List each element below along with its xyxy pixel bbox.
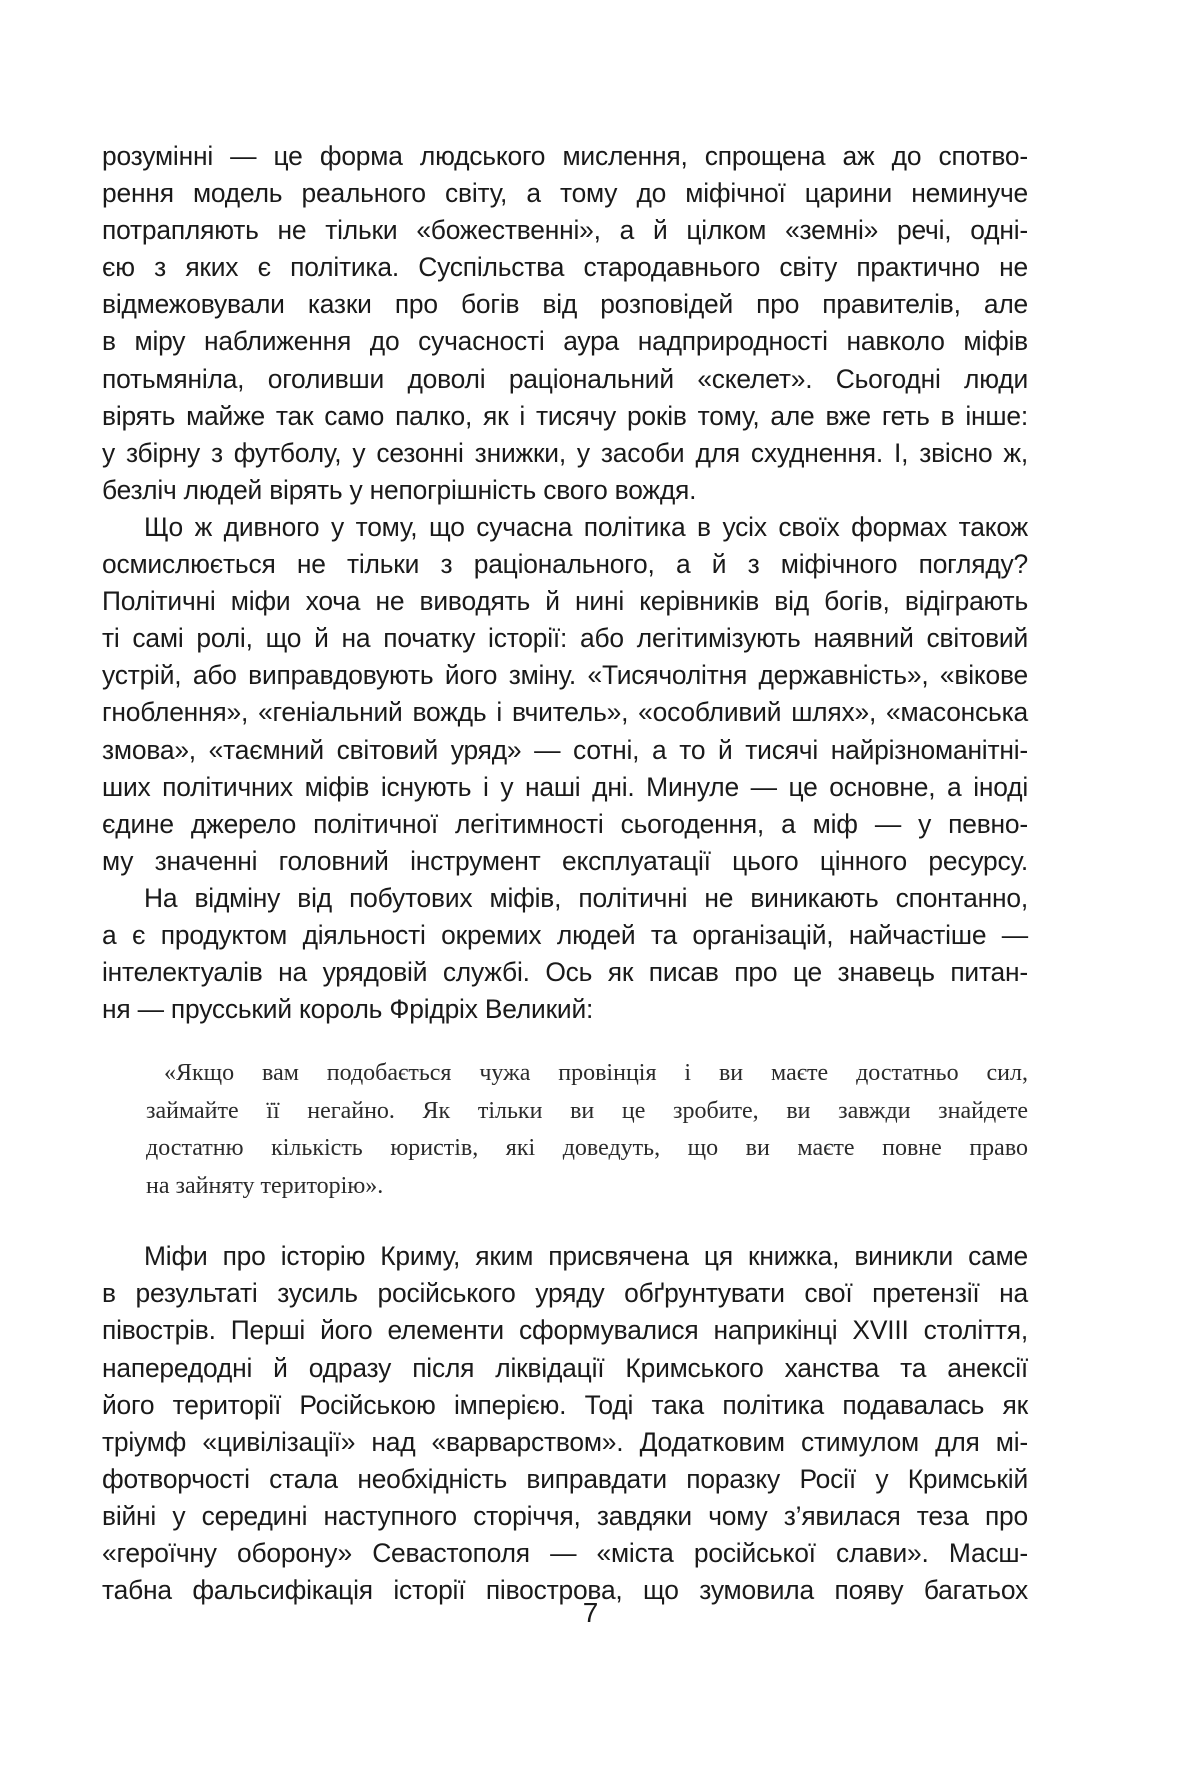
text-line: потрапляють не тільки «божественні», а й цілком «земні» речі, одні-	[102, 215, 1028, 246]
text-line: устрій, або виправдовують його зміну. «Тисячолітня державність», «вікове	[102, 660, 1028, 691]
quote-line: займайте її негайно. Як тільки ви це зробите, ви завжди знайдете	[146, 1097, 1028, 1124]
quote-line: «Якщо вам подобається чужа провінція і ви маєте достатньо сил,	[164, 1060, 1028, 1087]
text-line: гноблення», «геніальний вождь і вчитель», «особливий шлях», «масонська	[102, 697, 1028, 728]
text-line: його території Російською імперією. Тоді така політика подавалась як	[102, 1389, 1028, 1420]
text-line: в результаті зусиль російського уряду обґрунтувати свої претензії на	[102, 1278, 1028, 1309]
quote-line: на зайняту територію».	[146, 1172, 384, 1199]
text-line: рення модель реального світу, а тому до міфічної царини неминуче	[102, 178, 1028, 209]
text-line: війні у середині наступного сторіччя, завдяки чому з’явилася теза про	[102, 1500, 1028, 1531]
paragraph-4	[102, 1238, 1028, 1609]
page-number: 7	[582, 1597, 599, 1628]
text-line: «героїчну оборону» Севастополя — «міста російської слави». Масш-	[102, 1538, 1028, 1568]
paragraph-3	[102, 880, 1028, 1028]
text-line: напередодні й одразу після ліквідації Кримського ханства та анексії	[102, 1352, 1028, 1383]
paragraph-2	[102, 509, 1028, 880]
text-line: ті самі ролі, що й на початку історії: або легітимізують наявний світовий	[102, 623, 1028, 654]
text-line: вірять майже так само палко, як і тисячу років тому, але вже геть в інше:	[102, 400, 1028, 431]
text-line: Що ж дивного у тому, що сучасна політика в усіх своїх формах також	[144, 511, 1028, 542]
text-line: На відміну від побутових міфів, політичні не виникають спонтанно,	[144, 882, 1028, 913]
text-line: безліч людей вірять у непогрішність свого вождя.	[102, 474, 697, 505]
text-line: а є продуктом діяльності окремих людей та організацій, найчастіше —	[102, 919, 1028, 950]
text-line: розумінні — це форма людського мислення, спрощена аж до спотво-	[102, 141, 1028, 171]
text-line: тріумф «цивілізації» над «варварством». Додатковим стимулом для мі-	[102, 1426, 1028, 1457]
text-line: Міфи про історію Криму, яким присвячена ця книжка, виникли саме	[144, 1241, 1028, 1272]
text-line: змова», «таємний світовий уряд» — сотні, а то й тисячі найрізноманітні-	[102, 734, 1028, 765]
page-body	[102, 138, 1028, 1609]
text-line: осмислюється не тільки з раціонального, а й з міфічного погляду?	[102, 549, 1028, 580]
quote-line: достатню кількість юристів, які доведуть, що ви маєте повне право	[146, 1135, 1028, 1162]
text-line: у збірну з футболу, у сезонні знижки, у засоби для схуднення. І, звісно ж,	[102, 437, 1028, 468]
text-line: ня — прусський король Фрідріх Великий:	[102, 994, 594, 1025]
text-line: півострів. Перші його елементи сформувалися наприкінці XVIII століття,	[102, 1315, 1028, 1346]
text-line: табна фальсифікація історії півострова, що зумовила появу багатьох	[102, 1575, 1028, 1606]
quote-frederick	[146, 1055, 1028, 1205]
text-line: фотворчості стала необхідність виправдати поразку Росії у Кримській	[102, 1463, 1028, 1494]
paragraph-1	[102, 138, 1028, 509]
text-line: інтелектуалів на урядовій службі. Ось як писав про це знавець питан-	[102, 957, 1028, 988]
text-line: потьмяніла, оголивши доволі раціональний «скелет». Сьогодні люди	[102, 363, 1028, 394]
text-line: в міру наближення до сучасності аура надприродності навколо міфів	[102, 326, 1028, 357]
text-line: Політичні міфи хоча не виводять й нині керівників від богів, відіграють	[102, 586, 1028, 617]
text-line: му значенні головний інструмент експлуатації цього цінного ресурсу.	[102, 845, 1028, 876]
text-line: відмежовували казки про богів від розповідей про правителів, але	[102, 289, 1028, 320]
text-line: єю з яких є політика. Суспільства стародавнього світу практично не	[102, 252, 1028, 283]
text-line: єдине джерело політичної легітимності сьогодення, а міф — у певно-	[102, 808, 1028, 839]
text-line: ших політичних міфів існують і у наші дні. Минуле — це основне, а іноді	[102, 771, 1028, 802]
